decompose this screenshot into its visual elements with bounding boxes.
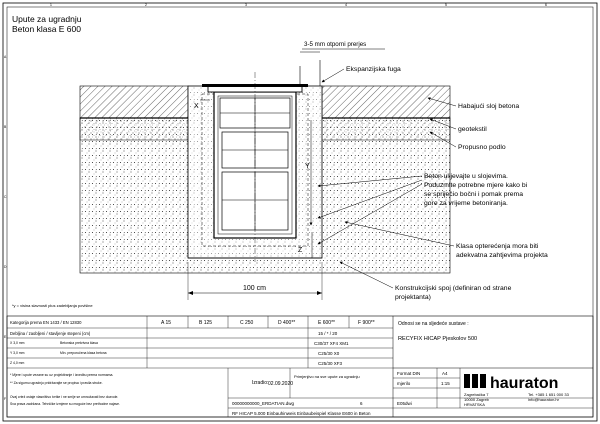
file-code: 00000000000_ERDATIAN.dwg — [232, 401, 294, 406]
table-note: * Mjere i upute vezane su uz projektiranje i izvedbu prema normama. — [10, 373, 114, 377]
format-label: Format DIN — [397, 371, 421, 376]
title-line1: Upute za ugradnju — [12, 14, 82, 24]
callout-konstrukcijski-line: Konstrukcijski spoj (definiran od strane — [395, 285, 512, 292]
class-c250: C 250 — [240, 320, 254, 326]
border-number: 2 — [145, 3, 147, 8]
brand-contact: info@hauraton.hr — [528, 397, 559, 402]
title-block — [7, 316, 593, 417]
dim-width: 100 cm — [243, 285, 266, 292]
class-b125: B 125 — [199, 320, 213, 326]
table-row2-label: Debljina / zaobljeni / stavljenje stepeni (cm) — [10, 331, 91, 336]
table-note: ** Za sigurnu ugradnju pridržavajte se propisa i pravila struke. — [10, 381, 103, 385]
brand-address: 10000 Zagreb — [464, 397, 489, 402]
mjerilo-label: mjerilo — [397, 381, 411, 386]
cross-section — [80, 60, 450, 300]
border-letter: D — [4, 265, 7, 269]
border-letter: F — [4, 397, 7, 401]
callout-beton-line: gore za vrijeme betoniranja. — [424, 200, 508, 207]
caption: RF HICAP 5.000 Einbauhinweis Einbaubeispiel Klasse E600 in Beton — [232, 411, 371, 416]
dim-z: Z — [298, 247, 303, 254]
callout-klasa-line: adekvatna zahtjevima projekta — [456, 252, 548, 259]
wear-layer-right — [322, 86, 450, 118]
odstupanja-label: Primjenjivo na sve upute za ugradnju — [294, 374, 360, 379]
brand-name: hauraton — [490, 375, 559, 392]
title-line2: Beton klasa E 600 — [12, 24, 81, 34]
table-row3b-value: C25/30 X0 — [318, 351, 340, 356]
callout-klasa-line: Klasa opterećenja mora biti — [456, 243, 539, 250]
class-d400: D 400** — [278, 320, 296, 326]
callout-beton-line: se spriječio bočni i pomak prema — [424, 191, 523, 198]
table-row3b-sub: Min. preporučena klasa betona — [60, 351, 107, 355]
table-note: Sva prava zadržana. Tehničke izmjene su moguće bez prethodne najave. — [10, 402, 121, 406]
order-label: Odnosi se na sljedeće sustave : — [398, 321, 469, 327]
brand-logo — [464, 374, 558, 392]
callout-konstrukcijski-line: projektanta) — [395, 294, 431, 301]
page-label: E05dwi — [397, 401, 412, 406]
footnote: *y = visina slavnosti plus zadebljanja povišine — [12, 303, 93, 308]
brand-address: HRVATSKA — [464, 402, 485, 407]
callout-beton-line: Beton ulijevajte u slojevima. — [424, 173, 508, 180]
date: 02.09.2020 — [268, 381, 294, 387]
dim-y: Y — [305, 163, 310, 170]
table-row4-label: Z 4,0 mm — [10, 361, 25, 365]
border-number: 3 — [245, 3, 247, 8]
dim-x: X — [194, 103, 199, 110]
border-letter: C — [4, 195, 7, 199]
border-number: 5 — [445, 3, 447, 8]
brand-contact: Tel. +385 1 651 000 33 — [528, 392, 569, 397]
callout-otporni: 3-5 mm otporni prerjes — [304, 41, 367, 48]
table-row1-label: Kategorija prema EN 1433 / EN 12830 — [10, 320, 82, 325]
table-row3a-value: C30/37 XF4 XM1 — [314, 341, 349, 346]
izradio-label: Izradio: — [252, 380, 269, 386]
table-note: Ovaj crtež ostaje vlasništvo tvrtke i ne smije se umnožavati bez dozvole. — [10, 395, 119, 399]
table-row2-value: 15 / * / 20 — [318, 331, 338, 336]
table-row3b-label: Y 3,0 mm — [10, 351, 25, 355]
border-number: 1 — [50, 3, 52, 8]
callout-geotekstil: geotekstil — [458, 126, 487, 133]
class-e600: E 600** — [318, 320, 335, 326]
table-row4-value: C25/30 XF3 — [318, 361, 343, 366]
class-f900: F 900** — [358, 320, 375, 326]
border-letter: B — [4, 125, 7, 129]
callout-habajuci: Habajući sloj betona — [458, 103, 520, 110]
class-a15: A 15 — [161, 320, 172, 326]
border-number: 4 — [345, 3, 347, 8]
callout-fuga: Ekspanzijska fuga — [346, 66, 401, 73]
format-value: A4 — [442, 371, 448, 376]
callout-propusno: Propusno podlo — [458, 144, 506, 151]
callout-beton-line: Poduzmite potrebne mjere kako bi — [424, 182, 528, 189]
border-letter: E — [4, 335, 7, 339]
wear-layer-left — [80, 86, 188, 118]
border-letter: A — [4, 55, 7, 59]
revision: 6 — [360, 401, 363, 406]
mjerilo-value: 1:15 — [441, 381, 450, 386]
order-value: RECYFIX HICAP Pjeskolov 500 — [398, 336, 478, 342]
border-number: 6 — [545, 3, 547, 8]
table-row3a-label: X 3,0 mm — [10, 341, 25, 345]
drawing-title — [12, 14, 82, 34]
table-row3a-sub: Betonska prekrivna klasa — [60, 341, 98, 345]
brand-address: Zagrebačka 7 — [464, 392, 489, 397]
